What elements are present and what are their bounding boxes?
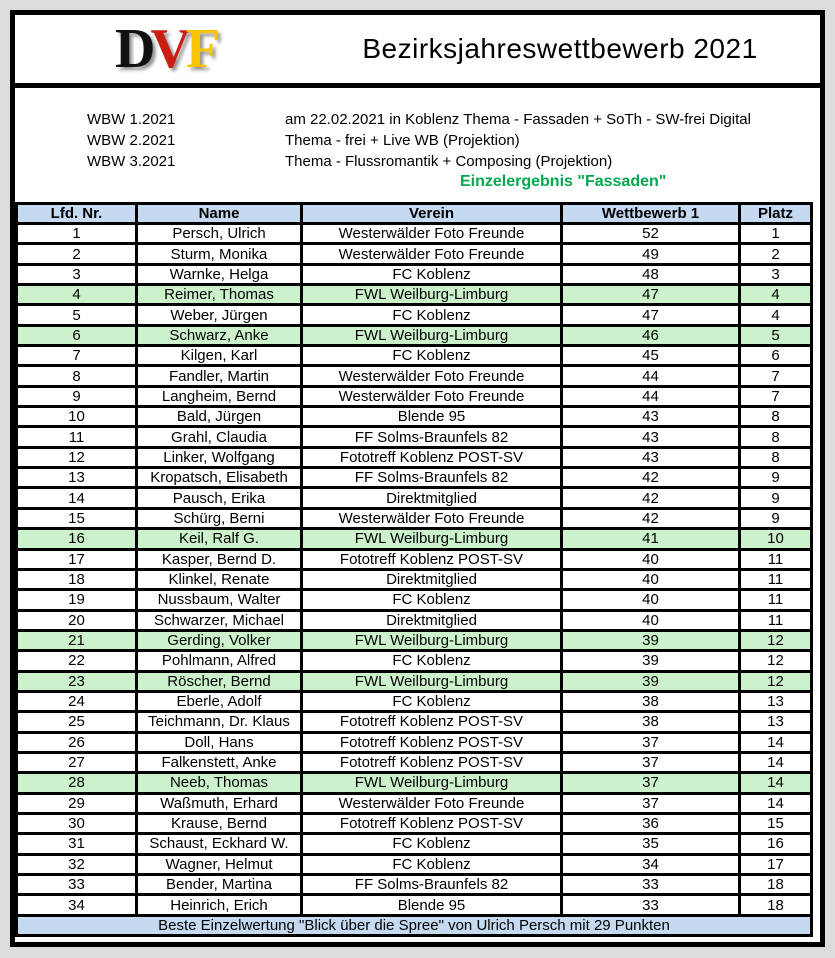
cell-verein: Blende 95: [302, 407, 562, 427]
cell-name: Krause, Bernd: [137, 813, 302, 833]
table-row: [17, 752, 812, 772]
cell-score: 49: [562, 244, 740, 264]
result-category-heading: Einzelergebnis "Fassaden": [460, 173, 667, 190]
cell-score: 42: [562, 488, 740, 508]
cell-name: Pausch, Erika: [137, 488, 302, 508]
cell-platz: 7: [740, 366, 812, 386]
cell-name: Fandler, Martin: [137, 366, 302, 386]
cell-verein: FWL Weilburg-Limburg: [302, 529, 562, 549]
cell-nr: 11: [17, 427, 137, 447]
cell-score: 38: [562, 712, 740, 732]
cell-score: 42: [562, 468, 740, 488]
cell-name: Gerding, Volker: [137, 630, 302, 650]
cell-nr: 2: [17, 244, 137, 264]
table-row: [17, 346, 812, 366]
cell-verein: FC Koblenz: [302, 651, 562, 671]
dvf-logo: [115, 18, 300, 80]
table-row: [17, 875, 812, 895]
cell-name: Schürg, Berni: [137, 508, 302, 528]
cell-platz: 1: [740, 224, 812, 244]
competition-info-row: [15, 130, 820, 151]
sheet-header: [15, 15, 820, 88]
cell-platz: 9: [740, 468, 812, 488]
cell-score: 38: [562, 691, 740, 711]
cell-score: 48: [562, 264, 740, 284]
cell-platz: 14: [740, 793, 812, 813]
table-row: [17, 285, 812, 305]
cell-verein: Westerwälder Foto Freunde: [302, 386, 562, 406]
cell-nr: 18: [17, 569, 137, 589]
cell-name: Schaust, Eckhard W.: [137, 834, 302, 854]
cell-score: 41: [562, 529, 740, 549]
cell-nr: 27: [17, 752, 137, 772]
logo-letter-f: F: [185, 18, 216, 80]
cell-platz: 18: [740, 875, 812, 895]
table-row: [17, 244, 812, 264]
cell-platz: 2: [740, 244, 812, 264]
cell-nr: 34: [17, 895, 137, 916]
cell-platz: 15: [740, 813, 812, 833]
cell-name: Linker, Wolfgang: [137, 447, 302, 467]
table-row: [17, 549, 812, 569]
table-row: [17, 854, 812, 874]
page-title: Bezirksjahreswettbewerb 2021: [362, 33, 758, 64]
cell-platz: 12: [740, 651, 812, 671]
cell-score: 33: [562, 895, 740, 916]
cell-score: 43: [562, 447, 740, 467]
cell-platz: 11: [740, 569, 812, 589]
cell-nr: 16: [17, 529, 137, 549]
cell-name: Keil, Ralf G.: [137, 529, 302, 549]
cell-platz: 12: [740, 671, 812, 691]
cell-platz: 10: [740, 529, 812, 549]
cell-platz: 4: [740, 305, 812, 325]
cell-verein: Westerwälder Foto Freunde: [302, 244, 562, 264]
cell-name: Doll, Hans: [137, 732, 302, 752]
column-header-1: Name: [137, 204, 302, 224]
table-row: [17, 895, 812, 916]
table-row: [17, 366, 812, 386]
cell-platz: 16: [740, 834, 812, 854]
table-row: [17, 793, 812, 813]
cell-score: 40: [562, 549, 740, 569]
cell-verein: Fototreff Koblenz POST-SV: [302, 813, 562, 833]
results-table-wrap: [15, 202, 820, 937]
cell-nr: 10: [17, 407, 137, 427]
cell-verein: FC Koblenz: [302, 854, 562, 874]
cell-score: 47: [562, 285, 740, 305]
table-row: [17, 691, 812, 711]
cell-name: Reimer, Thomas: [137, 285, 302, 305]
cell-platz: 18: [740, 895, 812, 916]
cell-name: Pohlmann, Alfred: [137, 651, 302, 671]
cell-verein: Fototreff Koblenz POST-SV: [302, 732, 562, 752]
cell-name: Langheim, Bernd: [137, 386, 302, 406]
competition-label: WBW 2.2021: [87, 132, 176, 149]
cell-verein: Fototreff Koblenz POST-SV: [302, 712, 562, 732]
cell-platz: 17: [740, 854, 812, 874]
cell-verein: Westerwälder Foto Freunde: [302, 508, 562, 528]
cell-name: Sturm, Monika: [137, 244, 302, 264]
cell-name: Persch, Ulrich: [137, 224, 302, 244]
cell-verein: Direktmitglied: [302, 569, 562, 589]
cell-verein: FF Solms-Braunfels 82: [302, 468, 562, 488]
best-single-note: Beste Einzelwertung "Blick über die Spree" von Ulrich Persch mit 29 Punkten: [17, 916, 812, 936]
cell-nr: 1: [17, 224, 137, 244]
cell-verein: FWL Weilburg-Limburg: [302, 671, 562, 691]
cell-nr: 14: [17, 488, 137, 508]
table-row: [17, 590, 812, 610]
cell-nr: 26: [17, 732, 137, 752]
competition-label: WBW 1.2021: [87, 111, 176, 128]
cell-platz: 8: [740, 427, 812, 447]
table-row: [17, 508, 812, 528]
cell-name: Warnke, Helga: [137, 264, 302, 284]
cell-score: 39: [562, 651, 740, 671]
cell-verein: FC Koblenz: [302, 691, 562, 711]
cell-platz: 14: [740, 732, 812, 752]
cell-nr: 33: [17, 875, 137, 895]
table-row: [17, 651, 812, 671]
table-row: [17, 813, 812, 833]
cell-platz: 13: [740, 691, 812, 711]
cell-verein: FWL Weilburg-Limburg: [302, 285, 562, 305]
cell-nr: 21: [17, 630, 137, 650]
competition-description: Thema - Flussromantik + Composing (Projektion): [285, 153, 613, 170]
cell-platz: 13: [740, 712, 812, 732]
cell-nr: 30: [17, 813, 137, 833]
cell-nr: 28: [17, 773, 137, 793]
cell-platz: 14: [740, 752, 812, 772]
cell-nr: 20: [17, 610, 137, 630]
cell-score: 43: [562, 427, 740, 447]
cell-name: Heinrich, Erich: [137, 895, 302, 916]
cell-nr: 25: [17, 712, 137, 732]
table-row: [17, 325, 812, 345]
cell-verein: FC Koblenz: [302, 305, 562, 325]
cell-nr: 8: [17, 366, 137, 386]
column-header-0: Lfd. Nr.: [17, 204, 137, 224]
cell-verein: FWL Weilburg-Limburg: [302, 773, 562, 793]
column-header-4: Platz: [740, 204, 812, 224]
competition-info-section: [15, 88, 820, 202]
cell-name: Bald, Jürgen: [137, 407, 302, 427]
cell-verein: FC Koblenz: [302, 264, 562, 284]
table-row: [17, 712, 812, 732]
table-row: [17, 610, 812, 630]
table-row: [17, 447, 812, 467]
cell-verein: Westerwälder Foto Freunde: [302, 366, 562, 386]
cell-score: 47: [562, 305, 740, 325]
results-sheet: [10, 10, 825, 947]
results-table: [15, 202, 813, 937]
cell-verein: Westerwälder Foto Freunde: [302, 224, 562, 244]
cell-verein: Westerwälder Foto Freunde: [302, 793, 562, 813]
cell-score: 37: [562, 793, 740, 813]
cell-nr: 17: [17, 549, 137, 569]
cell-score: 36: [562, 813, 740, 833]
cell-name: Kilgen, Karl: [137, 346, 302, 366]
competition-info-rows: [15, 109, 820, 172]
cell-name: Grahl, Claudia: [137, 427, 302, 447]
cell-score: 45: [562, 346, 740, 366]
cell-verein: FWL Weilburg-Limburg: [302, 325, 562, 345]
table-row: [17, 427, 812, 447]
cell-verein: Direktmitglied: [302, 488, 562, 508]
cell-score: 40: [562, 590, 740, 610]
logo-letter-v: V: [150, 18, 186, 80]
table-header-row: [17, 204, 812, 224]
cell-platz: 12: [740, 630, 812, 650]
cell-platz: 9: [740, 508, 812, 528]
competition-description: am 22.02.2021 in Koblenz Thema - Fassaden + SoTh - SW-frei Digital: [285, 111, 751, 128]
column-header-2: Verein: [302, 204, 562, 224]
cell-score: 35: [562, 834, 740, 854]
cell-score: 43: [562, 407, 740, 427]
cell-name: Wagner, Helmut: [137, 854, 302, 874]
competition-info-row: [15, 151, 820, 172]
table-row: [17, 468, 812, 488]
cell-verein: FC Koblenz: [302, 834, 562, 854]
cell-score: 40: [562, 610, 740, 630]
table-row: [17, 305, 812, 325]
cell-platz: 8: [740, 407, 812, 427]
cell-name: Nussbaum, Walter: [137, 590, 302, 610]
table-row: [17, 488, 812, 508]
cell-verein: FC Koblenz: [302, 346, 562, 366]
table-row: [17, 224, 812, 244]
cell-name: Schwarz, Anke: [137, 325, 302, 345]
cell-score: 44: [562, 386, 740, 406]
cell-name: Eberle, Adolf: [137, 691, 302, 711]
cell-nr: 7: [17, 346, 137, 366]
cell-score: 37: [562, 732, 740, 752]
cell-name: Weber, Jürgen: [137, 305, 302, 325]
cell-name: Schwarzer, Michael: [137, 610, 302, 630]
cell-nr: 32: [17, 854, 137, 874]
cell-nr: 23: [17, 671, 137, 691]
cell-nr: 24: [17, 691, 137, 711]
cell-name: Waßmuth, Erhard: [137, 793, 302, 813]
cell-verein: Fototreff Koblenz POST-SV: [302, 447, 562, 467]
cell-nr: 12: [17, 447, 137, 467]
cell-platz: 8: [740, 447, 812, 467]
table-row: [17, 773, 812, 793]
cell-platz: 3: [740, 264, 812, 284]
cell-platz: 6: [740, 346, 812, 366]
cell-score: 39: [562, 671, 740, 691]
cell-platz: 5: [740, 325, 812, 345]
cell-name: Bender, Martina: [137, 875, 302, 895]
cell-verein: Blende 95: [302, 895, 562, 916]
cell-nr: 13: [17, 468, 137, 488]
cell-score: 42: [562, 508, 740, 528]
cell-score: 46: [562, 325, 740, 345]
cell-platz: 11: [740, 610, 812, 630]
cell-name: Kropatsch, Elisabeth: [137, 468, 302, 488]
table-row: [17, 529, 812, 549]
cell-name: Kasper, Bernd D.: [137, 549, 302, 569]
competition-label: WBW 3.2021: [87, 153, 176, 170]
competition-description: Thema - frei + Live WB (Projektion): [285, 132, 520, 149]
cell-nr: 29: [17, 793, 137, 813]
cell-verein: Fototreff Koblenz POST-SV: [302, 752, 562, 772]
cell-platz: 11: [740, 549, 812, 569]
cell-platz: 7: [740, 386, 812, 406]
cell-name: Röscher, Bernd: [137, 671, 302, 691]
cell-nr: 6: [17, 325, 137, 345]
column-header-3: Wettbewerb 1: [562, 204, 740, 224]
cell-nr: 4: [17, 285, 137, 305]
cell-name: Klinkel, Renate: [137, 569, 302, 589]
table-row: [17, 732, 812, 752]
cell-verein: FF Solms-Braunfels 82: [302, 427, 562, 447]
cell-score: 40: [562, 569, 740, 589]
cell-platz: 4: [740, 285, 812, 305]
cell-verein: Direktmitglied: [302, 610, 562, 630]
cell-platz: 9: [740, 488, 812, 508]
cell-verein: FF Solms-Braunfels 82: [302, 875, 562, 895]
cell-platz: 14: [740, 773, 812, 793]
table-footer-row: [17, 916, 812, 936]
table-row: [17, 264, 812, 284]
cell-platz: 11: [740, 590, 812, 610]
cell-score: 33: [562, 875, 740, 895]
cell-score: 39: [562, 630, 740, 650]
cell-nr: 3: [17, 264, 137, 284]
cell-name: Falkenstett, Anke: [137, 752, 302, 772]
cell-nr: 15: [17, 508, 137, 528]
cell-nr: 19: [17, 590, 137, 610]
cell-verein: Fototreff Koblenz POST-SV: [302, 549, 562, 569]
table-row: [17, 569, 812, 589]
cell-name: Neeb, Thomas: [137, 773, 302, 793]
table-row: [17, 386, 812, 406]
competition-info-row: [15, 109, 820, 130]
cell-nr: 5: [17, 305, 137, 325]
cell-score: 52: [562, 224, 740, 244]
logo-letter-d: D: [115, 18, 151, 80]
cell-verein: FC Koblenz: [302, 590, 562, 610]
cell-nr: 22: [17, 651, 137, 671]
cell-score: 37: [562, 773, 740, 793]
table-row: [17, 630, 812, 650]
table-row: [17, 671, 812, 691]
cell-nr: 9: [17, 386, 137, 406]
table-row: [17, 834, 812, 854]
table-row: [17, 407, 812, 427]
cell-score: 37: [562, 752, 740, 772]
cell-score: 44: [562, 366, 740, 386]
cell-nr: 31: [17, 834, 137, 854]
cell-score: 34: [562, 854, 740, 874]
cell-name: Teichmann, Dr. Klaus: [137, 712, 302, 732]
cell-verein: FWL Weilburg-Limburg: [302, 630, 562, 650]
